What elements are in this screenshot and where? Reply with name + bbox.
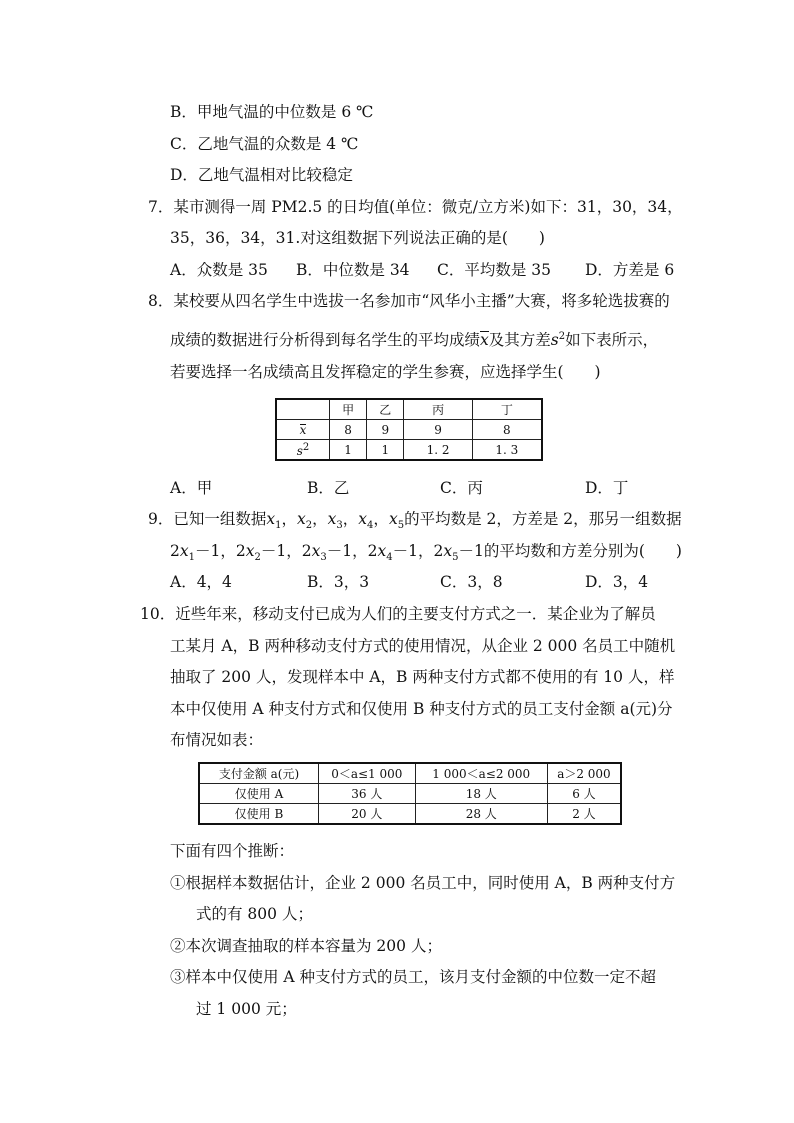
q10-table-cell: 18 人 <box>415 784 547 804</box>
q9-stem-line2: $2x_1-1$，$2x_2-1$，$2x_3-1$，$2x_4-1$，$2x_5-1$的平均数和方差分别为( ) <box>170 542 682 564</box>
q8-stem-line2-part3: 如下表所示， <box>565 331 659 350</box>
q8-table-cell: 1. 2 <box>404 440 472 461</box>
q8-table-cell: 1 <box>330 440 367 461</box>
q10-table-header-row <box>199 763 621 784</box>
q10-table-cell: 36 人 <box>319 784 416 804</box>
q8-table-row-label: x <box>276 420 330 440</box>
q7-stem-line2: 35，36，34，31.对这组数据下列说法正确的是( ) <box>170 229 545 247</box>
q6-option-d: D．乙地气温相对比较稳定 <box>170 166 353 184</box>
q10-table-header: 1 000＜a≤2 000 <box>415 763 547 784</box>
x-bar-symbol: x <box>480 331 489 350</box>
q8-table-row-label: $s^2$ <box>276 440 330 461</box>
q10-table-row <box>199 804 621 825</box>
q8-stem-line1: 8．某校要从四名学生中选拔一名参加市“风华小主播”大赛，将多轮选拔赛的 <box>148 292 670 310</box>
q10-table-cell: 28 人 <box>415 804 547 825</box>
q8-option-b: B．乙 <box>307 479 350 497</box>
q7-stem-line1: 7．某市测得一周 PM2.5 的日均值(单位：微克/立方米)如下：31，30，34， <box>148 198 683 216</box>
q6-option-b: B．甲地气温的中位数是 6 ℃ <box>170 103 374 121</box>
q9-stem-part1: 9．已知一组数据 <box>148 510 267 528</box>
q9-stem-part3: 的平均数和方差分别为( ) <box>483 542 682 560</box>
q8-table-header: 丙 <box>404 399 472 420</box>
q10-stem-line3: 抽取了 200 人，发现样本中 A，B 两种支付方式都不使用的有 10 人，样 <box>170 668 675 686</box>
q10-table-cell: 仅使用 A <box>199 784 319 804</box>
q8-table-cell: 9 <box>404 420 472 440</box>
q8-stem-line2 <box>170 327 658 350</box>
q8-option-d: D．丁 <box>585 479 629 497</box>
s-symbol: s <box>550 331 559 350</box>
q10-stem-line4: 本中仅使用 A 种支付方式和仅使用 B 种支付方式的员工支付金额 a(元)分 <box>170 700 673 718</box>
q9-option-b: B．3，3 <box>307 573 370 591</box>
q9-stem-part2: 的平均数是 2，方差是 2，那另一组数据 <box>404 510 682 528</box>
q9-option-c: C．3，8 <box>440 573 503 591</box>
q8-table-header: 乙 <box>367 399 404 420</box>
q9-option-a: A．4，4 <box>170 573 232 591</box>
q8-table-corner <box>276 399 330 420</box>
q8-stem-line3: 若要选择一名成绩高且发挥稳定的学生参赛，应选择学生( ) <box>170 363 601 381</box>
q7-option-c: C．平均数是 35 <box>437 261 552 279</box>
q8-table-cell: 8 <box>472 420 542 440</box>
q9-stem-line1: 9．已知一组数据$x_1$，$x_2$，$x_3$，$x_4$，$x_5$的平均数是 2，方差是 2，那另一组数据 <box>148 510 682 532</box>
q10-table-row <box>199 784 621 804</box>
q8-table-cell: 1 <box>367 440 404 461</box>
q10-stem-line5: 布情况如表： <box>170 731 264 749</box>
q10-inference-1-line2: 式的有 800 人； <box>196 905 313 923</box>
q10-table-cell: 20 人 <box>319 804 416 825</box>
q9-option-d: D．3，4 <box>585 573 649 591</box>
q10-inference-3-line2: 过 1 000 元； <box>196 1000 297 1018</box>
q10-stem-line2: 工某月 A，B 两种移动支付方式的使用情况，从企业 2 000 名员工中随机 <box>170 637 676 655</box>
q7-option-d: D．方差是 6 <box>585 261 675 279</box>
q8-table-header: 甲 <box>330 399 367 420</box>
q7-option-b: B．中位数是 34 <box>296 261 410 279</box>
q10-inference-3-line1: ③样本中仅使用 A 种支付方式的员工，该月支付金额的中位数一定不超 <box>170 968 657 986</box>
q8-stem-line2-part2: 及其方差 <box>488 331 551 350</box>
q10-inference-1-line1: ①根据样本数据估计，企业 2 000 名员工中，同时使用 A，B 两种支付方 <box>170 874 676 892</box>
s-sup: 2 <box>558 331 566 342</box>
q10-stem-line1: 10．近些年来，移动支付已成为人们的主要支付方式之一．某企业为了解员 <box>140 605 656 623</box>
q8-table-header: 丁 <box>472 399 542 420</box>
q10-table-header: a＞2 000 <box>547 763 621 784</box>
q8-table-cell: 1. 3 <box>472 440 542 461</box>
q8-table-header-row <box>276 399 542 420</box>
q10-intro: 下面有四个推断： <box>170 842 295 860</box>
q8-stem-line2-part1: 成绩的数据进行分析得到每名学生的平均成绩 <box>170 331 481 350</box>
q8-option-c: C．丙 <box>440 479 483 497</box>
q8-table-cell: 8 <box>330 420 367 440</box>
q6-option-c: C．乙地气温的众数是 4 ℃ <box>170 135 359 153</box>
q8-table-row-mean <box>276 420 542 440</box>
q10-table-header: 支付金额 a(元) <box>199 763 319 784</box>
q8-table-cell: 9 <box>367 420 404 440</box>
q8-option-a: A．甲 <box>170 479 213 497</box>
q8-table-row-variance <box>276 440 542 461</box>
q10-table-cell: 6 人 <box>547 784 621 804</box>
q10-table-cell: 2 人 <box>547 804 621 825</box>
q10-inference-2: ②本次调查抽取的样本容量为 200 人； <box>170 937 442 955</box>
q10-table-cell: 仅使用 B <box>199 804 319 825</box>
q10-table <box>198 762 622 825</box>
q8-table <box>275 398 543 461</box>
q7-option-a: A．众数是 35 <box>170 261 268 279</box>
q10-table-header: 0＜a≤1 000 <box>319 763 416 784</box>
